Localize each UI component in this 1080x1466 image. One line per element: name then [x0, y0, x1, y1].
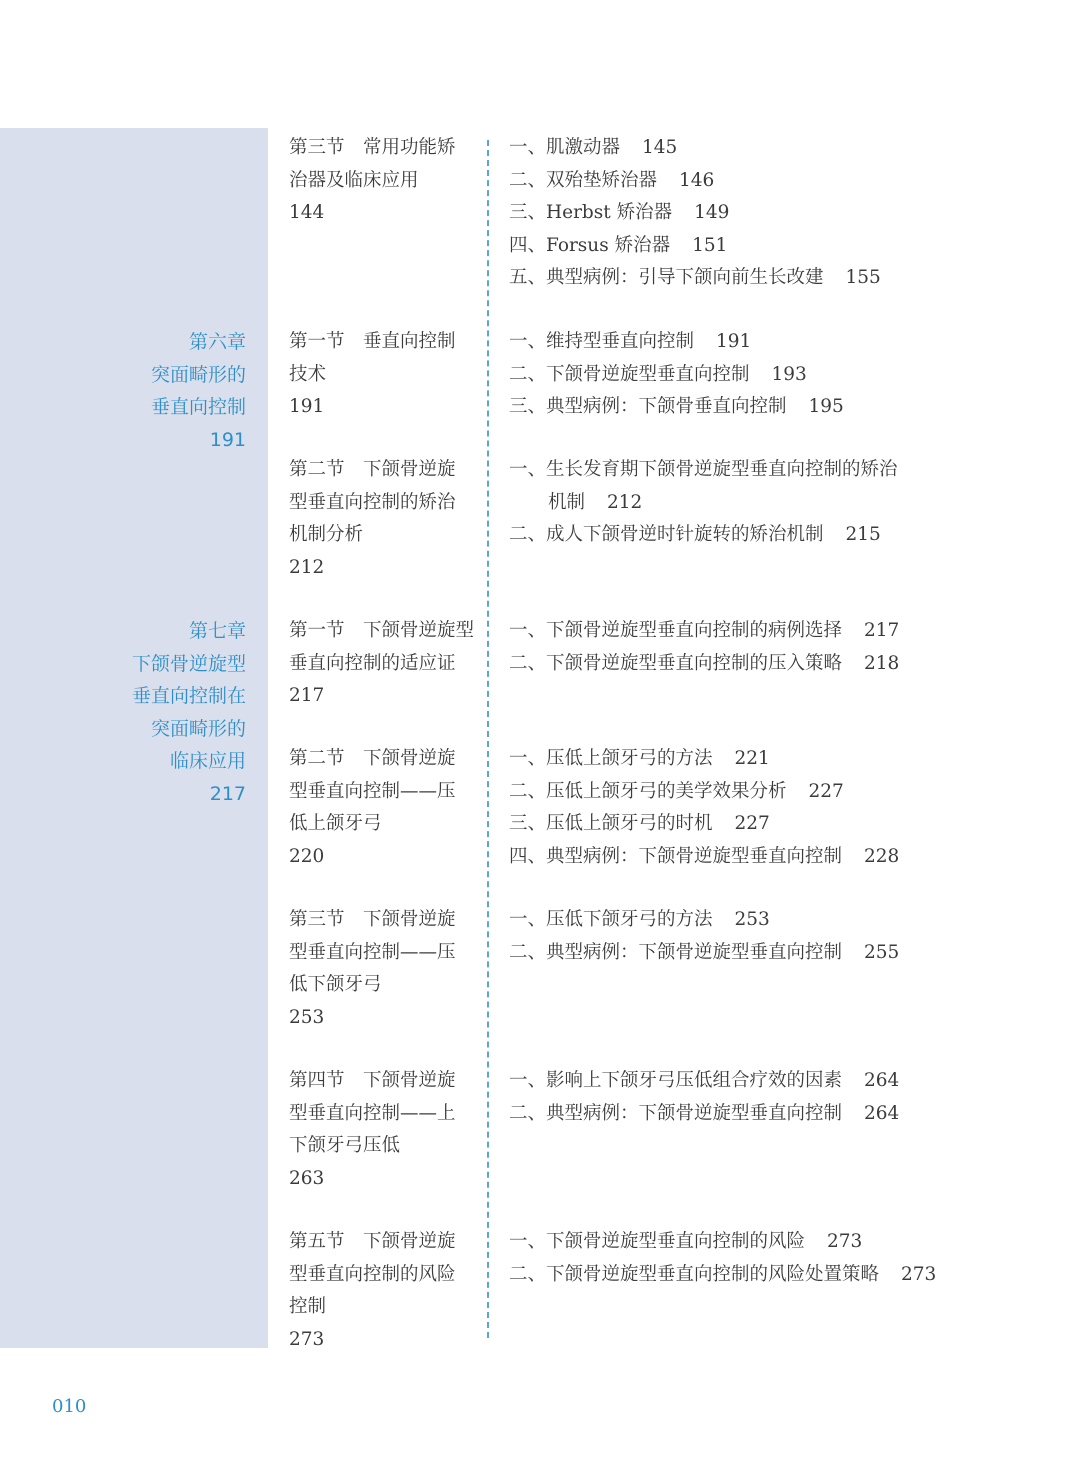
toc-entry[interactable]: [509, 904, 1029, 937]
toc-entry-text: 一、影响上下颌牙弓压低组合疗效的因素: [509, 1070, 843, 1091]
section-title-line: 第三节 下颌骨逆旋: [289, 909, 456, 930]
toc-entry[interactable]: [509, 262, 1029, 295]
toc-entry-page: 264: [864, 1070, 900, 1091]
toc-entry-text: 一、生长发育期下颌骨逆旋型垂直向控制的矫治: [509, 459, 898, 480]
toc-entry-text: 二、双殆垫矫治器: [509, 169, 658, 191]
section-heading: [289, 743, 479, 873]
chapter-6-heading: [151, 326, 246, 456]
section-items: [509, 743, 1029, 873]
toc-entry-text: 一、压低上颌牙弓的方法: [509, 748, 713, 769]
toc-entry-text: 三、压低上颌牙弓的时机: [509, 813, 713, 835]
section-page: 191: [289, 396, 325, 418]
toc-entry[interactable]: [509, 326, 1029, 359]
section-items: [509, 904, 1029, 969]
toc-entry-page: 228: [864, 845, 900, 867]
section-title-line: 低下颌牙弓: [289, 974, 382, 996]
toc-entry-text: 一、下颌骨逆旋型垂直向控制的病例选择: [509, 620, 843, 641]
toc-entry[interactable]: [509, 808, 1029, 841]
toc-entry-text: 一、下颌骨逆旋型垂直向控制的风险: [509, 1231, 806, 1252]
toc-entry-text: 二、压低上颌牙弓的美学效果分析: [509, 780, 787, 802]
toc-entry-page: 264: [864, 1102, 900, 1124]
section-page: 253: [289, 1006, 325, 1028]
toc-entry-page: 151: [692, 234, 728, 256]
toc-entry[interactable]: [509, 1226, 1029, 1259]
section-page: 263: [289, 1167, 325, 1189]
toc-entry-text: 二、下颌骨逆旋型垂直向控制的风险处置策略: [509, 1263, 880, 1285]
toc-entry-continuation[interactable]: [509, 487, 1029, 520]
section-title-line: 第一节 下颌骨逆旋型: [289, 620, 475, 641]
toc-entry[interactable]: [509, 359, 1029, 392]
section-title-line: 机制分析: [289, 524, 364, 546]
toc-entry[interactable]: [509, 519, 1029, 552]
chapter-page: 217: [209, 782, 246, 805]
toc-entry[interactable]: [509, 841, 1029, 874]
toc-entry[interactable]: [509, 391, 1029, 424]
section-title-line: 型垂直向控制——压: [289, 780, 456, 802]
chapter-page: 191: [209, 428, 246, 451]
toc-entry[interactable]: [509, 743, 1029, 776]
section-page: 220: [289, 845, 325, 867]
toc-entry[interactable]: [509, 1098, 1029, 1131]
toc-entry-text: 二、典型病例：下颌骨逆旋型垂直向控制: [509, 1102, 843, 1124]
section-heading: [289, 454, 479, 584]
toc-entry-page: 273: [901, 1263, 937, 1285]
toc-entry[interactable]: [509, 165, 1029, 198]
section-title-line: 型垂直向控制的矫治: [289, 491, 456, 513]
section-title-line: 第三节 常用功能矫: [289, 137, 456, 158]
section-page: 144: [289, 202, 325, 224]
toc-entry[interactable]: [509, 648, 1029, 681]
section-page: 273: [289, 1328, 325, 1350]
section-title-line: 下颌牙弓压低: [289, 1135, 401, 1157]
toc-entry-text: 五、典型病例：引导下颌向前生长改建: [509, 267, 824, 289]
toc-entry-page: 217: [864, 620, 900, 641]
chapter-title-line: 突面畸形的: [150, 717, 246, 740]
section-items: [509, 132, 1029, 295]
section-title-line: 第二节 下颌骨逆旋: [289, 748, 456, 769]
toc-entry-page: 193: [771, 363, 807, 385]
section-title-line: 技术: [289, 363, 327, 385]
toc-entry-page: 221: [734, 748, 770, 769]
toc-entry-page: 155: [845, 267, 881, 289]
toc-entry[interactable]: [509, 937, 1029, 970]
toc-entry-text: 机制: [548, 491, 586, 513]
toc-entry-page: 255: [864, 941, 900, 963]
toc-entry-page: 227: [808, 780, 844, 802]
chapter-title-line: 垂直向控制在: [131, 685, 246, 708]
toc-entry-page: 227: [734, 813, 770, 835]
toc-entry-text: 一、维持型垂直向控制: [509, 331, 695, 352]
toc-entry-page: 215: [845, 524, 881, 546]
section-items: [509, 1226, 1029, 1291]
chapter-title-line: 临床应用: [169, 750, 246, 773]
section-title-line: 第四节 下颌骨逆旋: [289, 1070, 456, 1091]
toc-entry[interactable]: [509, 776, 1029, 809]
section-heading: [289, 904, 479, 1034]
toc-entry-text: 一、肌激动器: [509, 137, 621, 158]
toc-entry-page: 195: [808, 396, 844, 418]
toc-entry-page: 149: [694, 202, 730, 224]
toc-entry[interactable]: [509, 197, 1029, 230]
chapter-title-line: 突面畸形的: [150, 363, 246, 386]
toc-entry-page: 212: [607, 491, 643, 513]
toc-entry[interactable]: [509, 230, 1029, 263]
section-title-line: 控制: [289, 1296, 327, 1318]
toc-entry-page: 218: [864, 652, 900, 674]
toc-entry-text: 三、典型病例：下颌骨垂直向控制: [509, 396, 787, 418]
chapter-7-heading: [132, 615, 246, 811]
toc-entry-text: 二、成人下颌骨逆时针旋转的矫治机制: [509, 524, 824, 546]
toc-entry-text: 二、下颌骨逆旋型垂直向控制的压入策略: [509, 652, 843, 674]
section-heading: [289, 615, 479, 713]
chapter-title-line: 下颌骨逆旋型: [131, 652, 246, 675]
toc-entry-text: 二、典型病例：下颌骨逆旋型垂直向控制: [509, 941, 843, 963]
toc-entry-page: 253: [734, 909, 770, 930]
toc-entry[interactable]: [509, 454, 1029, 487]
section-title-line: 垂直向控制的适应证: [289, 652, 456, 674]
section-title-line: 低上颌牙弓: [289, 813, 382, 835]
section-title-line: 第五节 下颌骨逆旋: [289, 1231, 456, 1252]
section-items: [509, 1065, 1029, 1130]
section-page: 217: [289, 685, 325, 707]
section-title-line: 第一节 垂直向控制: [289, 331, 456, 352]
toc-entry-page: 191: [716, 331, 752, 352]
toc-entry[interactable]: [509, 132, 1029, 165]
toc-entry[interactable]: [509, 615, 1029, 648]
column-divider: [487, 140, 489, 1338]
section-heading: [289, 1065, 479, 1195]
toc-entry-text: 四、Forsus 矫治器: [509, 234, 671, 256]
section-heading: [289, 1226, 479, 1356]
section-title-line: 治器及临床应用: [289, 169, 419, 191]
toc-entry-text: 二、下颌骨逆旋型垂直向控制: [509, 363, 750, 385]
section-title-line: 型垂直向控制——上: [289, 1102, 456, 1124]
section-title-line: 型垂直向控制的风险: [289, 1263, 456, 1285]
toc-entry-page: 146: [679, 169, 715, 191]
section-title-line: 第二节 下颌骨逆旋: [289, 459, 456, 480]
section-heading: [289, 132, 479, 230]
section-page: 212: [289, 556, 325, 578]
toc-entry[interactable]: [509, 1065, 1029, 1098]
section-title-line: 型垂直向控制——压: [289, 941, 456, 963]
chapter-title-line: 垂直向控制: [150, 396, 246, 419]
toc-entry-text: 三、Herbst 矫治器: [509, 202, 673, 224]
toc-entry-page: 273: [827, 1231, 863, 1252]
toc-entry[interactable]: [509, 1259, 1029, 1292]
toc-entry-text: 四、典型病例：下颌骨逆旋型垂直向控制: [509, 845, 843, 867]
chapter-label: 第七章: [188, 620, 246, 642]
toc-entry-text: 一、压低下颌牙弓的方法: [509, 909, 713, 930]
chapter-label: 第六章: [188, 331, 246, 353]
section-items: [509, 326, 1029, 424]
section-items: [509, 454, 1029, 552]
toc-entry-page: 145: [642, 137, 678, 158]
section-heading: [289, 326, 479, 424]
page-number: 010: [52, 1396, 87, 1417]
section-items: [509, 615, 1029, 680]
